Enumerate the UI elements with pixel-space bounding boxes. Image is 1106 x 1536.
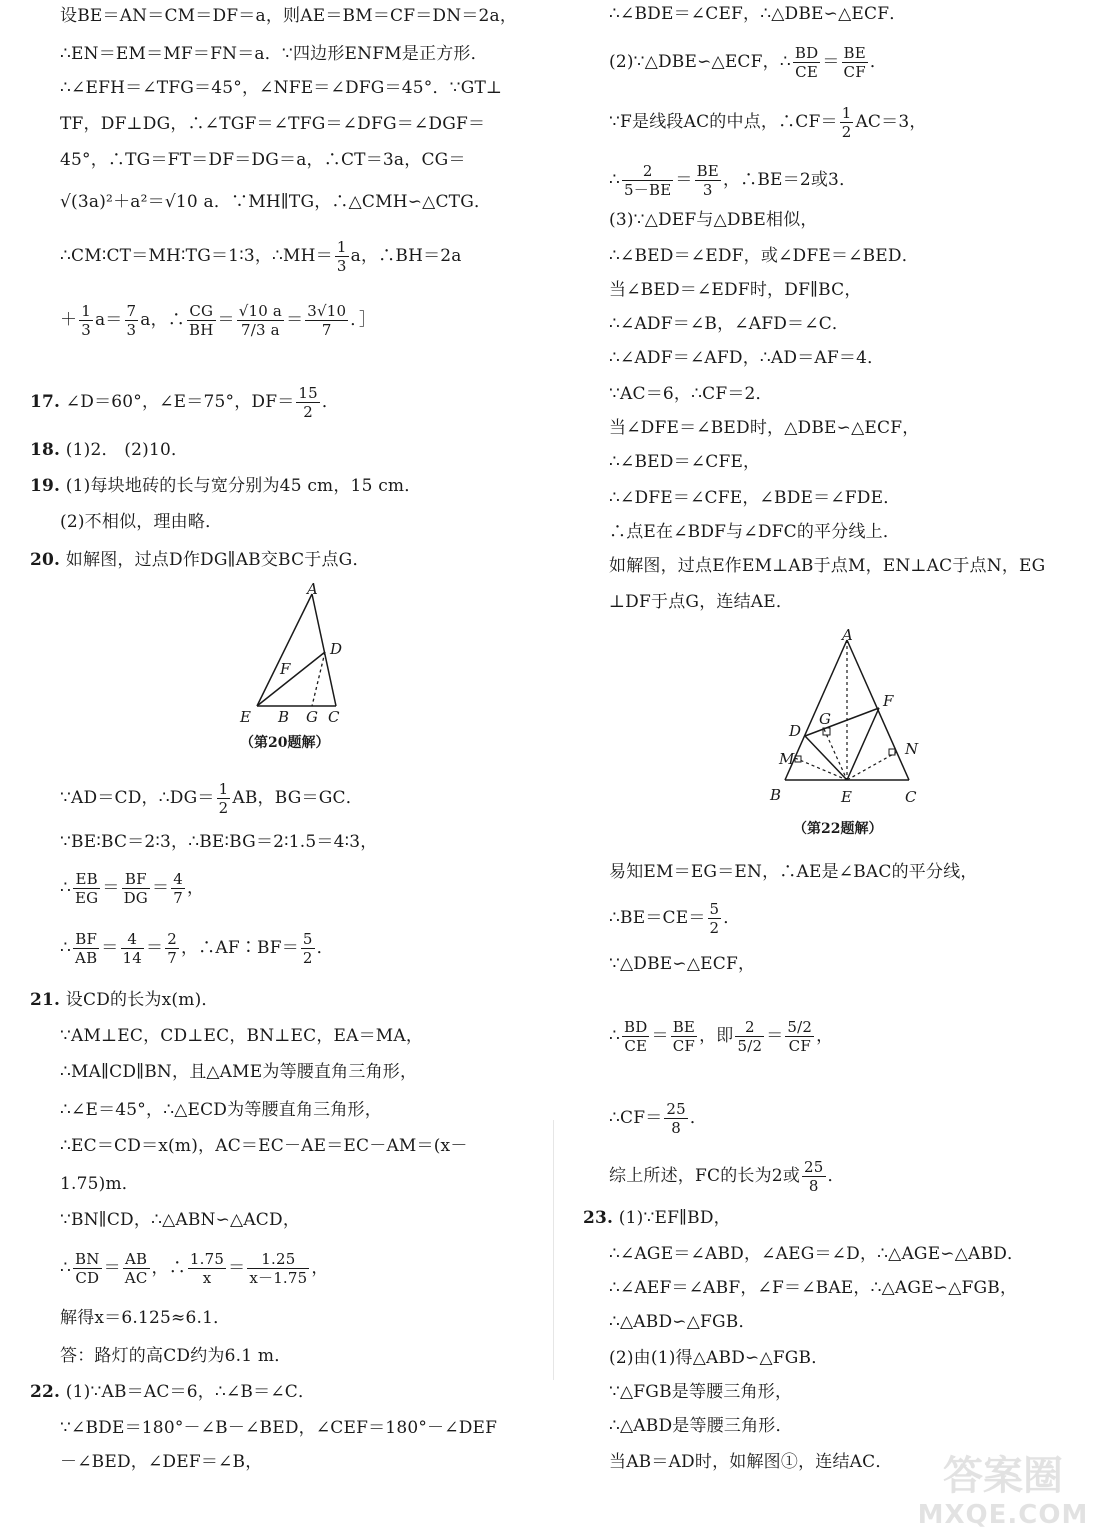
frac-num: 2 <box>167 930 177 948</box>
fraction <box>840 104 854 141</box>
text-line: 当∠DFE＝∠BED时，△DBE∽△ECF， <box>609 418 920 438</box>
frac-den: CD <box>75 1269 100 1287</box>
frac-num: 1 <box>841 104 852 122</box>
text-seg: ∴ <box>60 1258 72 1278</box>
fraction <box>188 1250 226 1287</box>
text-line: ∵△FGB是等腰三角形， <box>609 1382 793 1402</box>
figure-20-caption: （第20题解） <box>240 735 330 751</box>
text-seg: (1)2． (2)10． <box>65 440 189 460</box>
text-seg: ∴CM∶CT＝MH∶TG＝1∶3，∴MH＝ <box>60 246 333 266</box>
text-seg: a＝ <box>94 310 123 330</box>
fraction <box>79 302 93 339</box>
fraction <box>793 44 820 81</box>
text-line: (3)∵△DEF与△DBE相似， <box>609 210 818 230</box>
frac-den: 8 <box>808 1177 819 1195</box>
fraction <box>785 1018 814 1055</box>
frac-den: 5－BE <box>624 181 672 199</box>
text-line: (2)不相似，理由略． <box>60 512 223 532</box>
watermark-text: MXQE.COM <box>917 1500 1089 1530</box>
fraction <box>664 1100 688 1137</box>
text-seg: ＝ <box>286 310 304 330</box>
text-line: 当∠BED＝∠EDF时，DF∥BC， <box>609 280 862 300</box>
text-line: ∴∠ADF＝∠B，∠AFD＝∠C． <box>609 314 850 334</box>
frac-num: 1 <box>81 302 91 320</box>
frac-den: x－1.75 <box>249 1269 308 1287</box>
frac-den: 3 <box>336 257 347 275</box>
frac-den: AC <box>124 1269 148 1287</box>
fraction <box>165 930 179 967</box>
frac-den: 2 <box>218 799 229 817</box>
text-line: ∴EN＝EM＝MF＝FN＝a．∵四边形ENFM是正方形． <box>60 44 488 64</box>
frac-den: 3 <box>126 321 137 339</box>
text-seg: ∵AD＝CD，∴DG＝ <box>60 788 215 808</box>
frac-num: 5/2 <box>787 1018 813 1036</box>
frac-den: AB <box>75 949 98 967</box>
frac-den: EG <box>75 889 99 907</box>
segment-ED <box>257 652 325 706</box>
text-seg: (1)每块地砖的长与宽分别为45 cm，15 cm． <box>65 476 422 496</box>
frac-den: CF <box>672 1037 696 1055</box>
point-label: M <box>779 750 795 768</box>
text-seg: ＋ <box>60 310 78 330</box>
text-seg: ∴BE＝CE＝ <box>609 908 706 928</box>
text-seg: ＝ <box>101 938 119 958</box>
fraction <box>622 1018 649 1055</box>
text-line: 易知EM＝EG＝EN，∴AE是∠BAC的平分线， <box>609 862 978 882</box>
text-line <box>60 238 462 275</box>
text-line: ∴△ABD∽△FGB． <box>609 1312 756 1332</box>
text-seg: ＝ <box>102 878 120 898</box>
text-seg: ＝ <box>103 1258 121 1278</box>
text-line: ∵BE∶BC＝2∶3，∴BE∶BG＝2∶1.5＝4∶3， <box>60 832 378 852</box>
text-seg: ． <box>827 1166 845 1186</box>
watermark-logo <box>908 1444 1098 1530</box>
text-seg: ＝ <box>146 938 164 958</box>
text-seg: 如解图，过点D作DG∥AB交BC于点G． <box>65 550 370 570</box>
segment-ME <box>795 758 847 780</box>
frac-num: BD <box>624 1018 648 1036</box>
frac-num: 5 <box>709 900 720 918</box>
fraction <box>123 1250 150 1287</box>
point-label: E <box>841 788 852 806</box>
column-divider <box>553 1120 554 1380</box>
text-seg: ， <box>311 1258 329 1278</box>
fraction <box>335 238 349 275</box>
frac-num: 7 <box>126 302 137 320</box>
text-seg: ＝ <box>822 52 840 72</box>
point-label: G <box>819 710 831 728</box>
text-line: √(3a)²＋a²＝√10 a．∵MH∥TG，∴△CMH∽△CTG． <box>60 192 492 212</box>
frac-den: 5/2 <box>737 1037 763 1055</box>
question-number: 21. <box>30 990 61 1010</box>
text-seg: ∴ <box>60 878 72 898</box>
fraction <box>187 302 216 339</box>
question-18 <box>30 438 188 462</box>
frac-num: 15 <box>298 384 318 402</box>
segment-GE <box>824 729 847 780</box>
point-label: B <box>770 786 782 804</box>
text-seg: ，∴ <box>151 1258 186 1278</box>
text-line: 解得x＝6.125≈6.1． <box>60 1308 231 1328</box>
frac-num: 4 <box>121 930 145 949</box>
frac-den: BH <box>189 321 214 339</box>
frac-num: 25 <box>666 1100 686 1118</box>
frac-den: 7 <box>167 949 177 967</box>
fraction <box>73 870 100 907</box>
fraction <box>842 44 868 81</box>
question-22 <box>30 1380 315 1404</box>
text-seg: ． <box>689 1108 708 1128</box>
text-line: ∴∠AGE＝∠ABD，∠AEG＝∠D，∴△AGE∽△ABD． <box>609 1244 1025 1264</box>
fraction <box>125 302 139 339</box>
point-label: C <box>905 788 917 806</box>
frac-num: 1.25 <box>247 1250 309 1269</box>
text-line: ⊥DF于点G，连结AE． <box>609 592 794 612</box>
frac-num: 3√10 <box>307 302 347 320</box>
text-line: ∴MA∥CD∥BN，且△AME为等腰直角三角形， <box>60 1062 418 1082</box>
text-line <box>609 162 856 199</box>
frac-num: EB <box>73 870 100 889</box>
frac-num: √10 a <box>238 302 283 320</box>
text-line: ∵BN∥CD，∴△ABN∽△ACD， <box>60 1210 301 1230</box>
frac-num: AB <box>123 1250 150 1269</box>
text-line: 45°，∴TG＝FT＝DF＝DG＝a，∴CT＝3a，CG＝ <box>60 150 466 170</box>
text-line <box>609 104 927 141</box>
fraction <box>735 1018 764 1055</box>
fraction <box>671 1018 697 1055</box>
frac-num: 1.75 <box>189 1250 225 1268</box>
text-line <box>60 1250 329 1287</box>
point-label: A <box>842 626 853 644</box>
question-number: 22. <box>30 1382 61 1402</box>
fraction <box>121 930 145 967</box>
text-line <box>60 780 363 817</box>
frac-den: 3 <box>702 181 713 199</box>
text-line: ∵AC＝6，∴CF＝2． <box>609 384 773 404</box>
text-seg: ＝ <box>766 1026 784 1046</box>
text-line <box>609 900 741 937</box>
point-label: B <box>278 708 290 724</box>
frac-den: CE <box>795 63 818 81</box>
text-line: 如解图，过点E作EM⊥AB于点M，EN⊥AC于点N，EG <box>609 556 1046 576</box>
text-seg: ，∴AF∶BF＝ <box>180 938 299 958</box>
segment-NE <box>847 752 897 780</box>
frac-den: 2 <box>303 403 314 421</box>
text-seg: (1)∵AB＝AC＝6，∴∠B＝∠C． <box>65 1382 316 1402</box>
text-line: TF，DF⊥DG，∴∠TGF＝∠TFG＝∠DFG＝∠DGF＝ <box>60 114 486 134</box>
text-seg: a，∴ <box>140 310 185 330</box>
fraction <box>708 900 722 937</box>
segment-DE <box>805 736 847 780</box>
text-seg: ＝ <box>651 1026 669 1046</box>
fraction <box>301 930 315 967</box>
fraction <box>217 780 231 817</box>
text-seg: ＝ <box>228 1258 246 1278</box>
text-seg: a，∴BH＝2a <box>350 246 462 266</box>
fraction <box>171 870 185 907</box>
text-line: ∵AM⊥EC，CD⊥EC，BN⊥EC，EA＝MA， <box>60 1026 424 1046</box>
text-seg: ∴ <box>609 1026 621 1046</box>
fraction <box>237 302 284 339</box>
text-seg: ∵F是线段AC的中点，∴CF＝ <box>609 112 838 132</box>
text-line: 当AB＝AD时，如解图①，连结AC． <box>609 1452 893 1472</box>
text-seg: ． <box>316 938 334 958</box>
frac-den: 7 <box>173 889 183 907</box>
frac-den: 3 <box>81 321 91 339</box>
fraction <box>247 1250 309 1287</box>
frac-num: BE <box>843 44 866 62</box>
point-label: E <box>240 708 251 724</box>
question-number: 23. <box>583 1208 614 1228</box>
frac-num: 5 <box>302 930 313 948</box>
frac-num: BD <box>794 44 819 62</box>
text-line: (2)由(1)得△ABD∽△FGB． <box>609 1348 829 1368</box>
frac-den: CF <box>788 1037 811 1055</box>
point-label: F <box>280 660 291 678</box>
text-line: ∴EC＝CD＝x(m)，AC＝EC－AE＝EC－AM＝(x－ <box>60 1136 468 1156</box>
fraction <box>622 162 673 199</box>
frac-den: 7/3 a <box>240 321 280 339</box>
frac-num: 25 <box>804 1158 824 1176</box>
frac-den: CF <box>843 63 866 81</box>
text-seg: ． <box>321 392 340 412</box>
fraction <box>802 1158 826 1195</box>
figure-22-caption: （第22题解） <box>793 821 883 837</box>
text-line <box>60 302 376 339</box>
text-seg: (1)∵EF∥BD， <box>618 1208 731 1228</box>
frac-den: 2 <box>709 919 720 937</box>
question-number: 18. <box>30 440 61 460</box>
text-seg: ∠D＝60°，∠E＝75°，DF＝ <box>65 392 295 412</box>
text-seg: ＝ <box>152 878 170 898</box>
text-seg: ． <box>723 908 741 928</box>
text-line: 设BE＝AN＝CM＝DF＝a，则AE＝BM＝CF＝DN＝2a， <box>60 6 518 26</box>
right-angle-mark <box>889 749 895 755</box>
frac-den: CE <box>624 1037 648 1055</box>
frac-num: BE <box>672 1018 696 1036</box>
frac-den: DG <box>123 889 148 907</box>
point-label: G <box>306 708 318 724</box>
fraction <box>73 930 99 967</box>
question-17 <box>30 384 339 421</box>
question-20 <box>30 548 370 572</box>
segment-AB <box>257 594 312 706</box>
text-line: ∴∠E＝45°，∴△ECD为等腰直角三角形， <box>60 1100 382 1120</box>
frac-den: 14 <box>122 949 142 967</box>
frac-num: BN <box>75 1250 100 1268</box>
text-line: ∴∠BED＝∠EDF，或∠DFE＝∠BED． <box>609 246 919 266</box>
text-line: －∠BED，∠DEF＝∠B， <box>60 1452 263 1472</box>
point-label: D <box>789 722 802 740</box>
point-label: F <box>883 692 894 710</box>
frac-den: 2 <box>841 123 852 141</box>
question-number: 20. <box>30 550 61 570</box>
frac-den: 2 <box>302 949 313 967</box>
text-seg: ， <box>816 1026 834 1046</box>
question-23 <box>583 1206 731 1230</box>
frac-num: 1 <box>218 780 229 798</box>
text-line: ∴∠AEF＝∠ABF，∠F＝∠BAE，∴△AGE∽△FGB， <box>609 1278 1018 1298</box>
frac-num: BF <box>73 930 99 949</box>
text-line: ∴∠ADF＝∠AFD，∴AD＝AF＝4． <box>609 348 885 368</box>
frac-num: 1 <box>336 238 347 256</box>
text-line <box>609 1018 833 1055</box>
question-21 <box>30 988 219 1012</box>
fraction <box>73 1250 102 1287</box>
question-number: 17. <box>30 392 61 412</box>
text-line <box>60 870 204 907</box>
point-label: C <box>328 708 340 724</box>
text-line <box>609 1100 707 1137</box>
text-seg: ∴CF＝ <box>609 1108 663 1128</box>
fraction <box>122 870 150 907</box>
fraction <box>305 302 348 339</box>
text-seg: 设CD的长为x(m)． <box>65 990 219 1010</box>
text-line: ∴点E在∠BDF与∠DFC的平分线上． <box>609 522 901 542</box>
frac-num: 2 <box>622 162 673 181</box>
text-line: ∴∠DFE＝∠CFE，∠BDE＝∠FDE． <box>609 488 901 508</box>
text-seg: ＝ <box>217 310 235 330</box>
text-line: ∴△ABD是等腰三角形． <box>609 1416 793 1436</box>
frac-den: x <box>202 1269 212 1287</box>
frac-den: 7 <box>321 321 332 339</box>
text-line: 1.75)m． <box>60 1174 140 1194</box>
text-line <box>60 930 334 967</box>
question-number: 19. <box>30 476 61 496</box>
text-seg: (2)∵△DBE∽△ECF，∴ <box>609 52 791 72</box>
text-line <box>609 1158 845 1195</box>
frac-num: 2 <box>735 1018 764 1037</box>
fraction <box>296 384 320 421</box>
point-label: A <box>307 582 318 598</box>
figure-22-diagram <box>765 624 935 810</box>
text-seg: ，即 <box>699 1026 734 1046</box>
point-label: D <box>330 640 343 658</box>
frac-num: CG <box>187 302 216 321</box>
frac-den: 8 <box>671 1119 682 1137</box>
frac-num: 4 <box>173 870 183 888</box>
fraction <box>695 162 721 199</box>
text-line <box>609 44 887 81</box>
text-seg: AB，BG＝GC． <box>232 788 363 808</box>
frac-num: BF <box>122 870 150 889</box>
text-seg: ． <box>869 52 888 72</box>
text-line: ∴∠BDE＝∠CEF，∴△DBE∽△ECF． <box>609 4 907 24</box>
text-seg: ．］ <box>350 310 377 330</box>
text-seg: ∴ <box>60 938 72 958</box>
text-line: ∴∠EFH＝∠TFG＝45°，∠NFE＝∠DFG＝45°．∵GT⊥ <box>60 78 503 98</box>
text-seg: ，∴BE＝2或3． <box>722 170 857 190</box>
text-line: ∴∠BED＝∠CFE， <box>609 452 761 472</box>
figure-20-diagram <box>230 582 360 724</box>
watermark-cn: 答案圈 <box>943 1453 1063 1499</box>
point-label: N <box>905 740 919 758</box>
text-seg: ， <box>186 878 205 898</box>
text-line: ∵△DBE∽△ECF， <box>609 954 756 974</box>
text-seg: AC＝3， <box>855 112 927 132</box>
text-line: 答：路灯的高CD约为6.1 m． <box>60 1346 292 1366</box>
text-seg: ∴ <box>609 170 621 190</box>
frac-num: BE <box>696 162 719 180</box>
text-seg: ＝ <box>675 170 693 190</box>
text-line: ∵∠BDE＝180°－∠B－∠BED，∠CEF＝180°－∠DEF <box>60 1418 498 1438</box>
question-19 <box>30 474 421 498</box>
text-seg: 综上所述，FC的长为2或 <box>609 1166 801 1186</box>
